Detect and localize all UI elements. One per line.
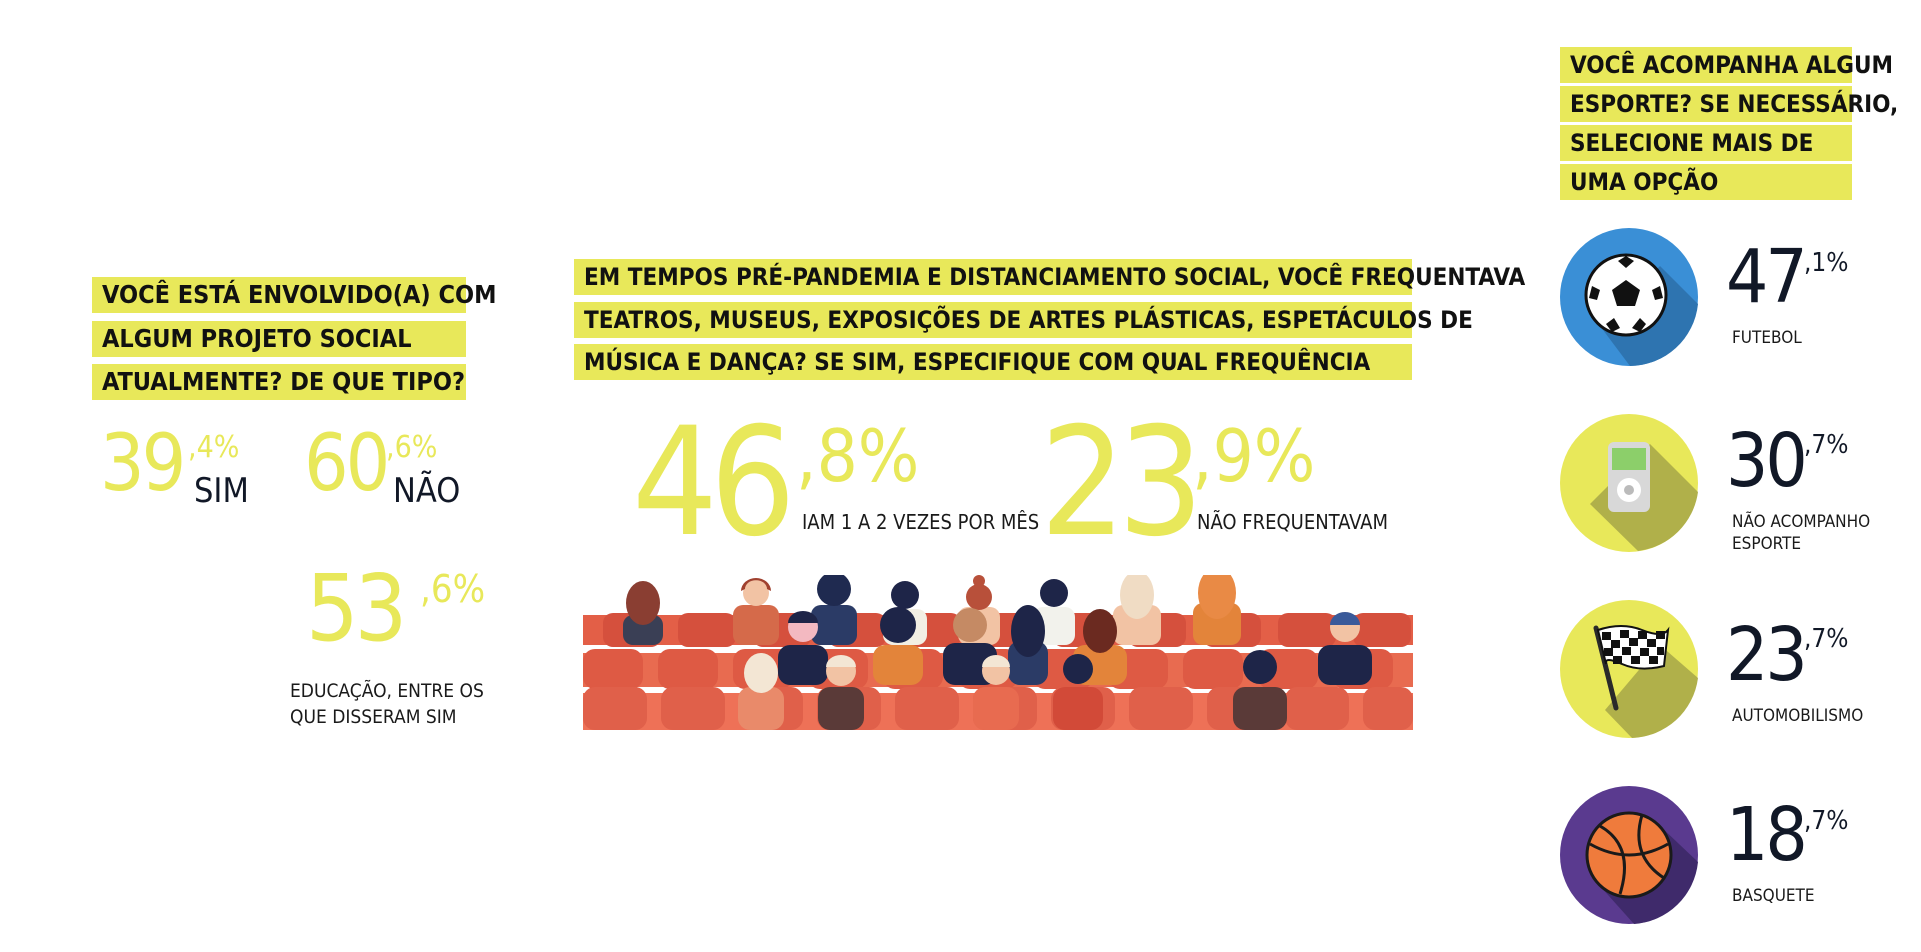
nao-label: NÃO	[393, 471, 461, 511]
checkered-flag-icon	[1560, 600, 1698, 738]
sports-question-line: ESPORTE? SE NECESSÁRIO,	[1560, 86, 1852, 122]
culture-question-line: EM TEMPOS PRÉ-PANDEMIA E DISTANCIAMENTO SOCIAL, VOCÊ FREQUENTAVA	[574, 259, 1412, 295]
frequency-label: IAM 1 A 2 VEZES POR MÊS	[802, 510, 1040, 534]
social-question-line: ALGUM PROJETO SOCIAL	[92, 321, 466, 357]
automobilismo-percent-value: 23	[1726, 612, 1805, 698]
sim-label: SIM	[194, 471, 249, 511]
sim-percent-decimal: ,4%	[188, 430, 240, 465]
basquete-label: BASQUETE	[1732, 886, 1815, 906]
music-player-icon	[1560, 414, 1698, 552]
theater-audience-illustration	[583, 575, 1413, 730]
culture-section	[560, 0, 1526, 760]
sports-section	[1540, 0, 1921, 952]
no-sport-percent-decimal: ,7%	[1804, 430, 1849, 460]
social-section	[0, 0, 560, 760]
futebol-percent-value: 47	[1726, 234, 1805, 320]
basquete-percent-value: 18	[1726, 792, 1805, 878]
sim-percent-value: 39	[100, 419, 184, 509]
culture-question-line: MÚSICA E DANÇA? SE SIM, ESPECIFIQUE COM QUAL FREQUÊNCIA	[574, 344, 1412, 380]
sports-question-line: VOCÊ ACOMPANHA ALGUM	[1560, 47, 1852, 83]
not-attending-percent-value: 23	[1040, 396, 1196, 570]
sports-question-line: UMA OPÇÃO	[1560, 164, 1852, 200]
frequency-percent-value: 46	[632, 396, 788, 570]
education-caption: EDUCAÇÃO, ENTRE OS	[290, 680, 484, 702]
nao-percent-decimal: ,6%	[386, 430, 438, 465]
basquete-percent-decimal: ,7%	[1804, 806, 1849, 836]
not-attending-percent-decimal: ,9%	[1192, 414, 1316, 498]
nao-percent-value: 60	[304, 419, 388, 509]
futebol-percent-decimal: ,1%	[1804, 248, 1849, 278]
education-percent-value: 53	[306, 555, 404, 662]
culture-question-line: TEATROS, MUSEUS, EXPOSIÇÕES DE ARTES PLÁSTICAS, ESPETÁCULOS DE	[574, 302, 1412, 338]
soccer-ball-icon	[1560, 228, 1698, 366]
futebol-label: FUTEBOL	[1732, 328, 1802, 348]
automobilismo-percent-decimal: ,7%	[1804, 624, 1849, 654]
social-question-line: VOCÊ ESTÁ ENVOLVIDO(A) COM	[92, 277, 466, 313]
education-caption: QUE DISSERAM SIM	[290, 706, 457, 728]
frequency-percent-decimal: ,8%	[796, 414, 920, 498]
automobilismo-label: AUTOMOBILISMO	[1732, 706, 1864, 726]
education-percent-decimal: ,6%	[420, 567, 486, 611]
social-question-line: ATUALMENTE? DE QUE TIPO?	[92, 364, 466, 400]
no-sport-percent-value: 30	[1726, 418, 1805, 504]
not-attending-label: NÃO FREQUENTAVAM	[1197, 510, 1388, 534]
sports-question-line: SELECIONE MAIS DE	[1560, 125, 1852, 161]
no-sport-label: NÃO ACOMPANHO	[1732, 512, 1871, 532]
no-sport-label: ESPORTE	[1732, 534, 1802, 554]
basketball-icon	[1560, 786, 1698, 924]
